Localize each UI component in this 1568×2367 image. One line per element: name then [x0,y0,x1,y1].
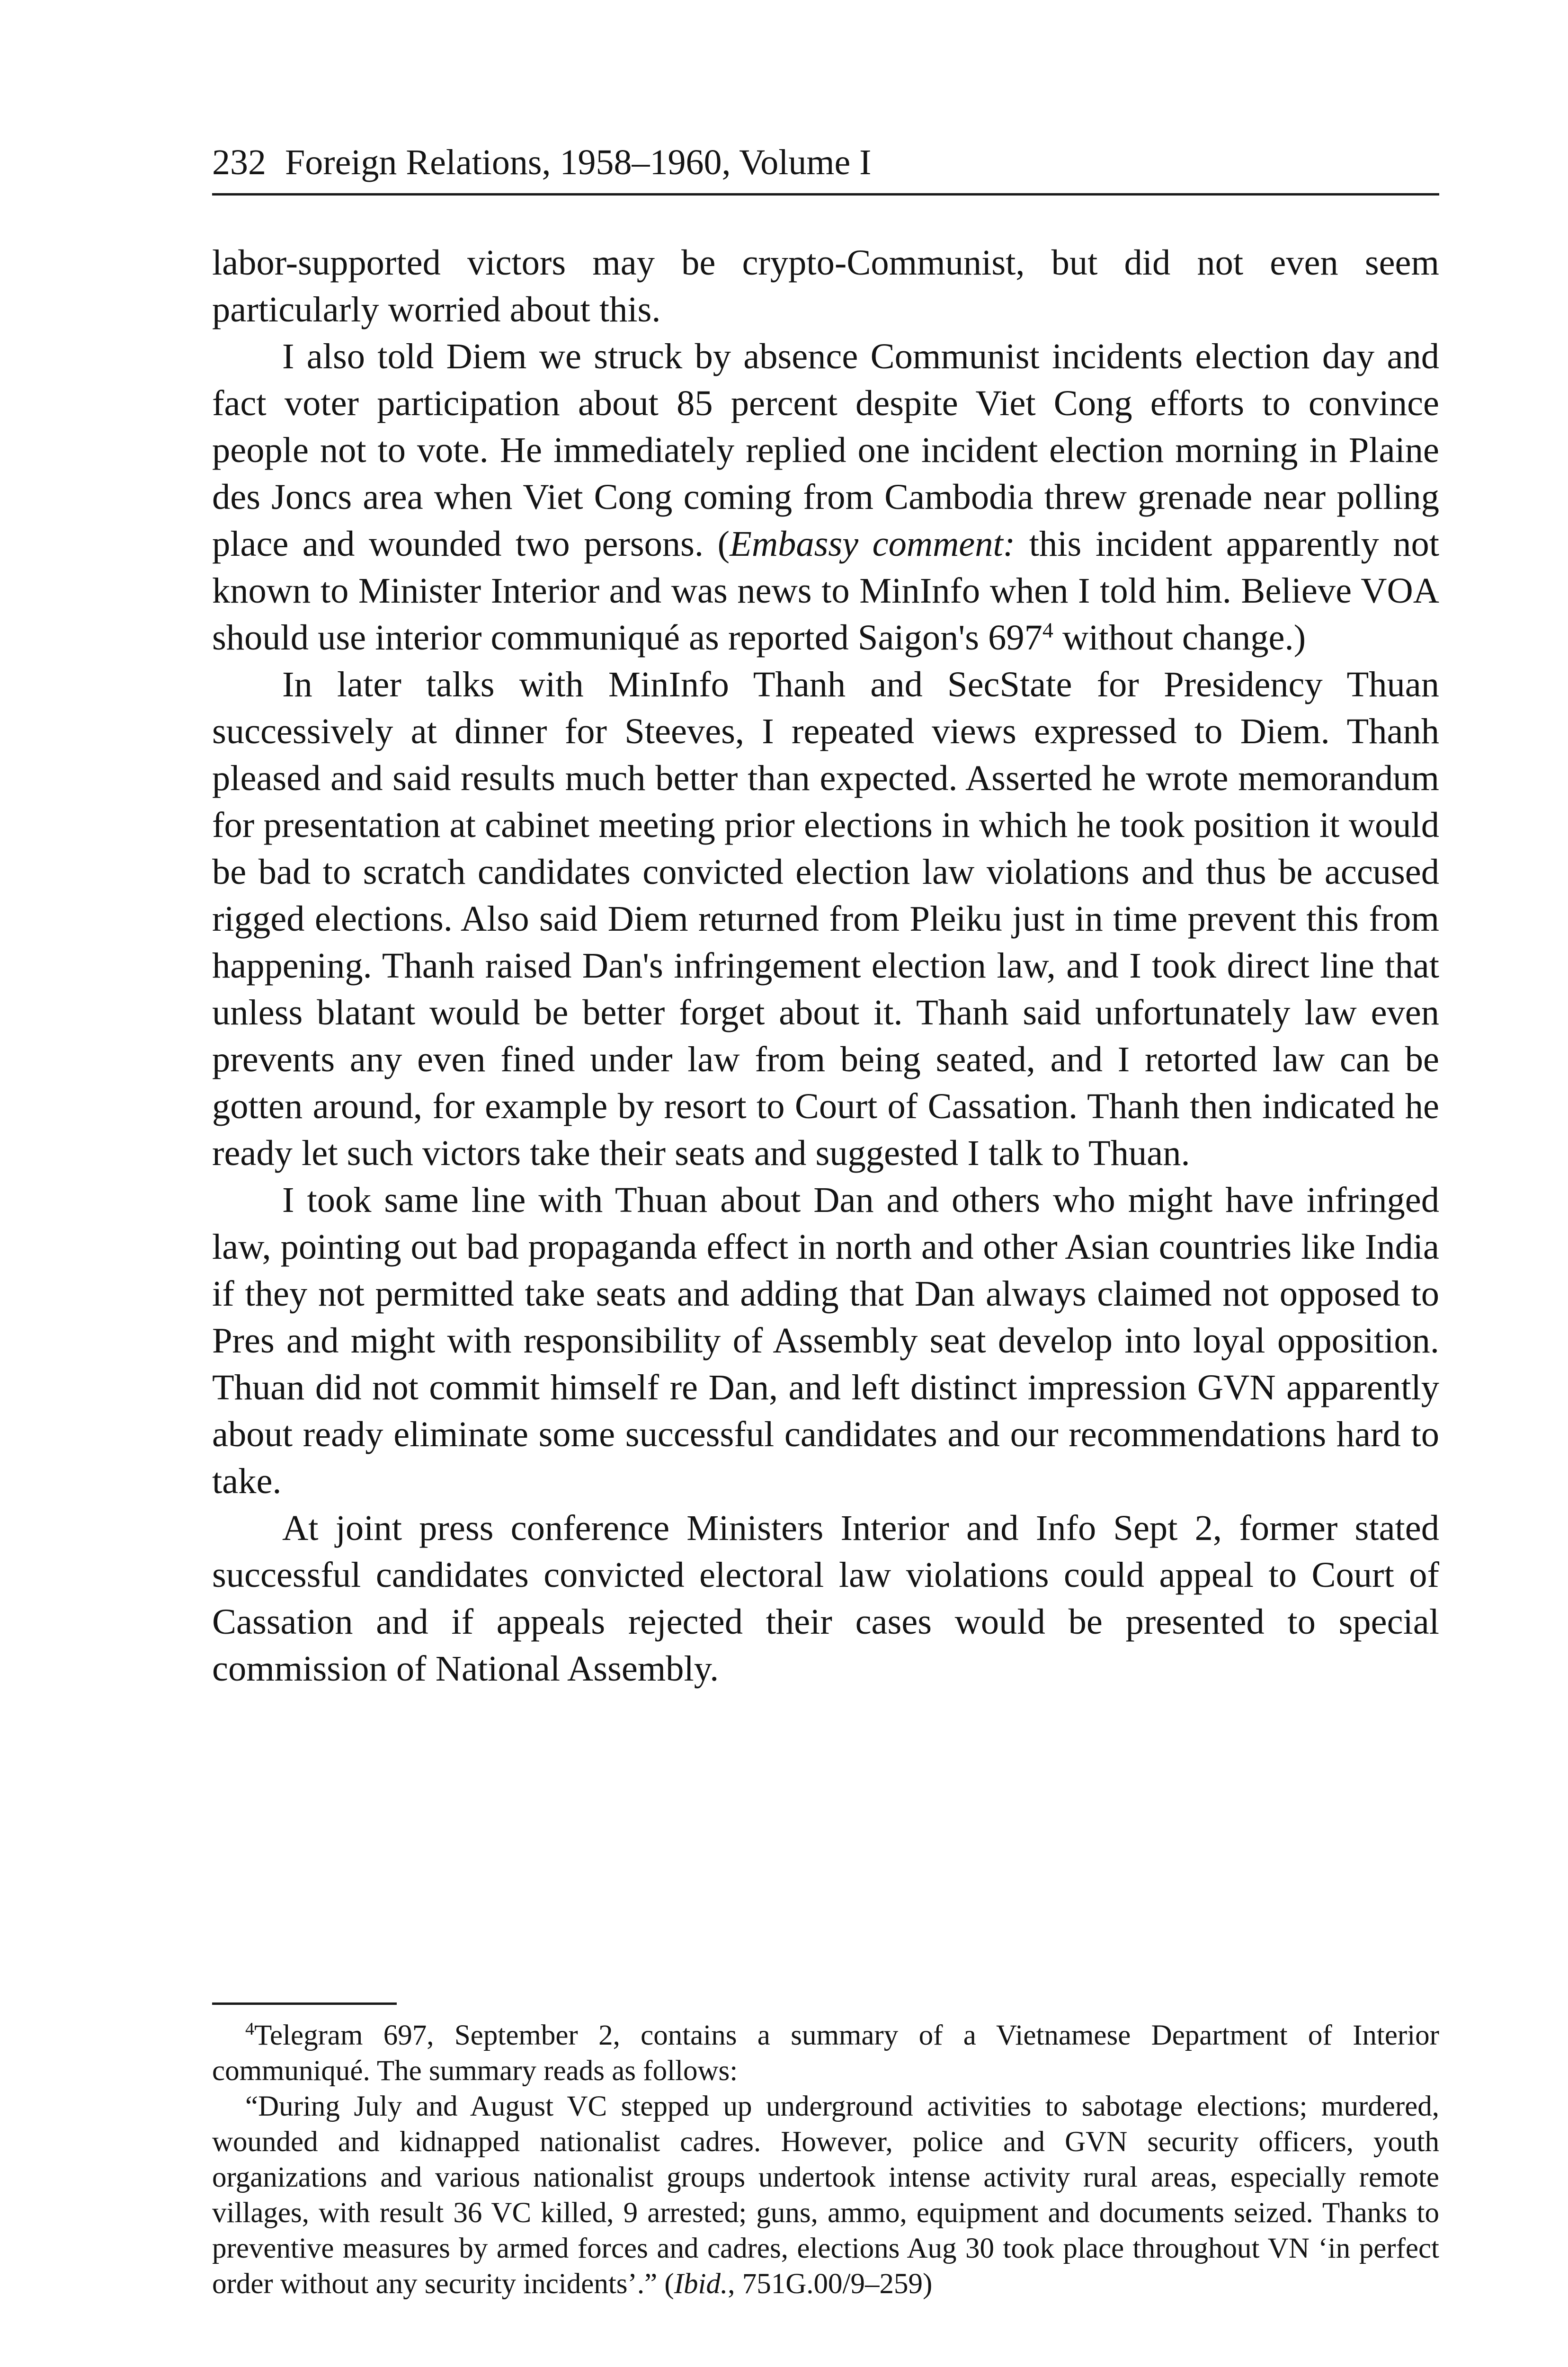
running-title: Foreign Relations, 1958–1960, Volume I [285,142,872,182]
running-header [212,136,1439,196]
main-text [212,239,1439,1692]
paragraph-diem-incidents: I also told Diem we struck by absence Communist incidents election day and fact voter participation about 85 percent despite Viet Cong efforts to convince people not to vote. He immediately replied one incident election morning in Plaine des Joncs area when Viet Cong coming from Cambodia threw grenade near polling place and wounded two persons. (Embassy comment: this incident apparently not known to Minister Interior and was news to MinInfo when I told him. Believe VOA should use interior communiqué as reported Saigon's $697^4$ without change.) [212,336,1439,658]
footnote-quote: “During July and August VC stepped up underground activities to sabotage elections; murdered, wounded and kidnapped nationalist cadres. However, police and GVN security officers, youth organizations and various nationalist groups undertook intense activity rural areas, especially remote villages, with result 36 VC killed, 9 arrested; guns, ammo, equipment and documents seized. Thanks to preventive measures by armed forces and cadres, elections Aug 30 took place throughout VN ‘in perfect order without any security incidents’.” (Ibid., 751G.00/9–259) [212,2091,1439,2300]
footnotes [212,2018,1439,2302]
footnote-reference: 4 [1042,618,1053,642]
page-number: 232 [212,142,266,182]
ibid-citation: Ibid. [674,2268,728,2300]
paragraph-press-conference: At joint press conference Ministers Interior and Info Sept 2, former stated successful candidates convicted electoral law violations could appeal to Court of Cassation and if appeals rejected their cases would be presented to special commission of National Assembly. [212,1508,1439,1689]
footnote-rule [212,2002,397,2005]
footnote-marker: 4 [245,2019,254,2039]
paragraph-continued: labor-supported victors may be crypto-Communist, but did not even seem particularly worried about this. [212,242,1439,329]
embassy-comment-label: Embassy comment: [730,524,1016,564]
paragraph-thuan-talks: I took same line with Thuan about Dan and others who might have infringed law, pointing out bad propaganda effect in north and other Asian countries like India if they not permitted take seats and adding that Dan always claimed not opposed to Pres and might with responsibility of Assembly seat develop into loyal opposition. Thuan did not commit himself re Dan, and left distinct impression GVN apparently about ready eliminate some successful candidates and our recommendations hard to take. [212,1180,1439,1501]
paragraph-thanh-talks: In later talks with MinInfo Thanh and SecState for Presidency Thuan successively at dinner for Steeves, I repeated views expressed to Diem. Thanh pleased and said results much better than expected. Asserted he wrote memorandum for presentation at cabinet meeting prior elections in which he took position it would be bad to scratch candidates convicted election law violations and thus be accused rigged elections. Also said Diem returned from Pleiku just in time prevent this from happening. Thanh raised Dan's infringement election law, and I took direct line that unless blatant would be better forget about it. Thanh said unfortunately law even prevents any even fined under law from being seated, and I retorted law can be gotten around, for example by resort to Court of Cassation. Thanh then indicated he ready let such victors take their seats and suggested I talk to Thuan. [212,664,1439,1173]
footnote-4: $^4$Telegram 697, September 2, contains a summary of a Vietnamese Department of Interior communiqué. The summary reads as follows: [212,2019,1439,2087]
